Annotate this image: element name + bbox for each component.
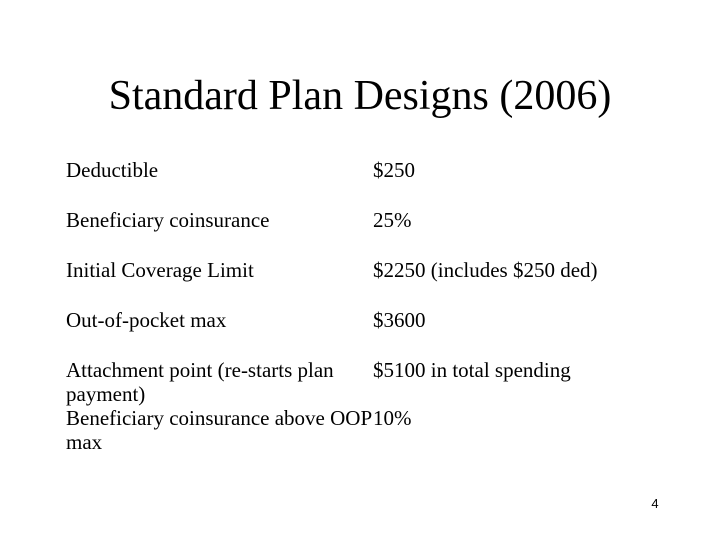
row-value: 10% bbox=[373, 406, 412, 430]
row-label: Out-of-pocket max bbox=[66, 308, 227, 332]
table-row-coinsurance-above-oop bbox=[66, 406, 666, 454]
table-row-out-of-pocket-max bbox=[66, 308, 666, 332]
row-label: Deductible bbox=[66, 158, 159, 182]
row-value: $2250 (includes $250 ded) bbox=[373, 258, 598, 282]
table-row-beneficiary-coinsurance bbox=[66, 208, 666, 232]
row-value: 25% bbox=[373, 208, 412, 232]
row-value: $3600 bbox=[373, 308, 426, 332]
slide-title: Standard Plan Designs (2006) bbox=[108, 73, 612, 119]
row-value: $5100 in total spending bbox=[373, 358, 571, 382]
table-row-attachment-point bbox=[66, 358, 666, 406]
row-label: Attachment point (re-starts plan payment) bbox=[66, 358, 334, 406]
row-value: $250 bbox=[373, 158, 415, 182]
table-row-initial-coverage-limit bbox=[66, 258, 666, 282]
plan-design-table bbox=[66, 152, 666, 454]
row-label: Initial Coverage Limit bbox=[66, 258, 254, 282]
table-row-deductible bbox=[66, 158, 666, 182]
page-number: 4 bbox=[651, 496, 659, 511]
row-label: Beneficiary coinsurance bbox=[66, 208, 270, 232]
row-label: Beneficiary coinsurance above OOP max bbox=[66, 406, 372, 454]
